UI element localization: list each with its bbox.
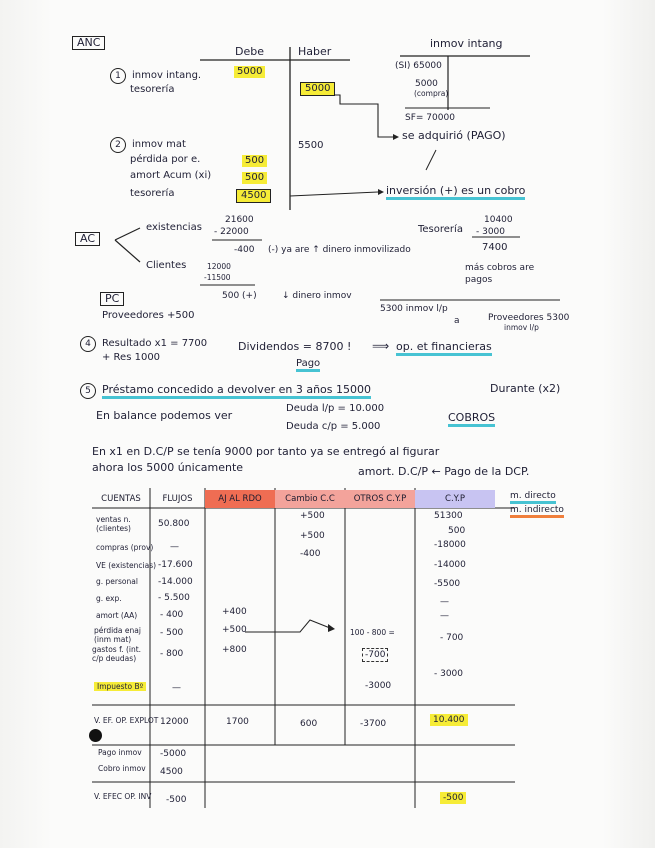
inv-row-1-flujo: 4500 <box>160 767 183 777</box>
existencias-result: -400 <box>234 245 255 255</box>
entry4-line2: + Res 1000 <box>102 352 161 363</box>
row-cyp: -18000 <box>434 540 466 550</box>
row-otros: -3000 <box>365 681 392 691</box>
entry5-deuda-cp: Deuda c/p = 5.000 <box>286 421 381 432</box>
inv-row-1-label: Cobro inmov <box>98 764 146 773</box>
pc-sub2: a <box>454 316 460 326</box>
total-cyp: 10.400 <box>430 714 468 726</box>
tesoreria-label: Tesorería <box>418 224 463 235</box>
entry5-line1: 5 Préstamo concedido a devolver en 3 años 15000 <box>80 383 371 399</box>
total-flujo: 12000 <box>160 717 189 727</box>
entry4-number: 4 <box>80 336 96 352</box>
debe-header: Debe <box>235 45 264 58</box>
entry5-balance: En balance podemos ver <box>96 409 233 422</box>
existencias-v2: - 22000 <box>214 227 249 237</box>
col-header-cambio: Cambio C.C <box>275 490 345 508</box>
clientes-note: ↓ dinero inmov <box>282 291 352 301</box>
ac-label: AC <box>75 232 100 246</box>
entry5-durante: Durante (x2) <box>490 382 561 395</box>
tesoreria-v2: - 3000 <box>476 227 506 237</box>
row-flujo: — <box>170 542 179 552</box>
anc-label: ANC <box>72 36 105 50</box>
tesoreria-note: más cobros are pagos <box>465 263 535 285</box>
entry2-debe3: 500 <box>242 172 267 184</box>
entry1-debe: 5000 <box>234 66 265 78</box>
row-cyp: 500 <box>448 526 466 536</box>
existencias-note: (-) ya are ↑ dinero inmovilizado <box>268 245 411 255</box>
pc-sub4: inmov l/p <box>504 323 539 332</box>
entry4-op: op. et financieras <box>396 341 492 353</box>
row-cyp: - 3000 <box>434 669 464 679</box>
entry1-haber: 5000 <box>300 82 335 96</box>
entry4-arrow: ⟹ <box>372 339 390 353</box>
paragraph-line1: En x1 en D.C/P se tenía 9000 por tanto ya se entregó al figurar <box>92 445 440 458</box>
total-cc: 600 <box>300 719 318 729</box>
row-label: Impuesto Bº <box>94 682 146 691</box>
row-label: g. exp. <box>96 594 122 603</box>
entry4-pago: Pago <box>296 358 320 370</box>
entry2-number: 2 <box>110 137 126 153</box>
row-flujo: - 400 <box>160 610 184 620</box>
col-header-otros: OTROS C.Y.P <box>345 490 415 508</box>
row-flujo: -17.600 <box>158 560 193 570</box>
tesoreria-result: 7400 <box>482 242 508 253</box>
total-aj: 1700 <box>226 717 249 727</box>
row-flujo: - 5.500 <box>158 593 190 603</box>
inv-total-label: V. EFEC OP. INV <box>94 792 152 801</box>
clientes-result: 500 (+) <box>222 291 257 301</box>
paragraph-line2: ahora los 5000 únicamente <box>92 461 244 474</box>
row-cyp: -5500 <box>434 579 461 589</box>
existencias-label: existencias <box>146 222 202 233</box>
pc-line: Proveedores +500 <box>102 310 195 321</box>
bullet-dot <box>89 729 102 742</box>
legend-indirecto: m. indirecto <box>510 504 564 516</box>
inv-total-flujo: -500 <box>166 795 187 805</box>
row-cyp: — <box>440 611 449 621</box>
tesoreria-v1: 10400 <box>484 215 513 225</box>
si-line: (SI) 65000 <box>395 61 442 71</box>
row-label: ventas n. (clientes) <box>96 515 131 533</box>
row-aj: +800 <box>222 645 247 655</box>
row-cyp: - 700 <box>440 633 464 643</box>
row-flujo: — <box>172 683 181 693</box>
row-cc: +500 <box>300 511 325 521</box>
inv-row-0-flujo: -5000 <box>160 749 187 759</box>
entry4-line1: 4 Resultado x1 = 7700 <box>80 336 207 352</box>
clientes-v1: 12000 <box>207 262 231 271</box>
row-label: gastos f. (int. c/p deudas) <box>92 645 142 663</box>
entry2-line3: amort Acum (xi) <box>130 170 212 181</box>
existencias-v1: 21600 <box>225 215 254 225</box>
clientes-v2: -11500 <box>204 273 231 282</box>
entry5-cobros: COBROS <box>448 412 495 424</box>
legend-directo: m. directo <box>510 490 556 502</box>
row-label: g. personal <box>96 577 138 586</box>
pc-sub3: Proveedores 5300 <box>488 313 570 323</box>
entry2-line4: tesorería <box>130 188 175 199</box>
row-label: pérdida enaj (inm mat) <box>94 626 141 644</box>
total-otros: -3700 <box>360 719 387 729</box>
col-header-cuentas: CUENTAS <box>101 494 141 504</box>
pc-sub1: 5300 inmov l/p <box>380 304 448 314</box>
row-label: VE (existencias) <box>96 561 157 570</box>
row-flujo: -14.000 <box>158 577 193 587</box>
note-pago: se adquirió (PAGO) <box>402 129 506 142</box>
entry5-deuda-lp: Deuda l/p = 10.000 <box>286 403 385 414</box>
row-cyp: -14000 <box>434 560 466 570</box>
row-label: amort (AA) <box>96 611 138 620</box>
entry2-line2: pérdida por e. <box>130 154 201 165</box>
col-header-flujos: FLUJOS <box>162 494 193 504</box>
row-cc: -400 <box>300 549 321 559</box>
inv-row-0-label: Pago inmov <box>98 748 142 757</box>
col-header-aj: AJ AL RDO <box>205 490 275 508</box>
row-flujo: - 800 <box>160 649 184 659</box>
row-otros: -700 <box>362 648 388 662</box>
row-otros: 100 - 800 = <box>350 628 395 637</box>
compra-note: (compra) <box>414 89 449 98</box>
row-label: compras (prov) <box>96 543 154 552</box>
pc-label: PC <box>100 292 124 306</box>
entry2-debe2: 500 <box>242 155 267 167</box>
entry2-haber: 5500 <box>298 140 324 151</box>
entry1-line1: 1 inmov intang. <box>110 68 201 84</box>
entry5-number: 5 <box>80 383 96 399</box>
total-label: V. EF. OP. EXPLOT <box>94 716 159 725</box>
inmov-intang-header: inmov intang <box>430 37 503 50</box>
entry4-dividendos: Dividendos = 8700 ! <box>238 340 352 353</box>
row-flujo: - 500 <box>160 628 184 638</box>
col-header-cyp: C.Y.P <box>415 490 495 508</box>
row-cc: +500 <box>300 531 325 541</box>
row-aj: +400 <box>222 607 247 617</box>
entry2-line1: 2 inmov mat <box>110 137 186 153</box>
compra-value: 5000 <box>415 79 438 89</box>
row-aj: +500 <box>222 625 247 635</box>
note-cobro: inversión (+) es un cobro <box>386 185 525 197</box>
haber-header: Haber <box>298 45 332 58</box>
paragraph-line3: amort. D.C/P ← Pago de la DCP. <box>358 465 530 478</box>
row-cyp: 51300 <box>434 511 463 521</box>
row-flujo: 50.800 <box>158 519 190 529</box>
row-cyp: — <box>440 597 449 607</box>
clientes-label: Clientes <box>146 260 187 271</box>
entry1-number: 1 <box>110 68 126 84</box>
entry2-debe4: 4500 <box>236 189 271 203</box>
sf-line: SF= 70000 <box>405 113 455 123</box>
inv-total-cyp: -500 <box>440 792 466 804</box>
entry1-line2: tesorería <box>130 84 175 95</box>
